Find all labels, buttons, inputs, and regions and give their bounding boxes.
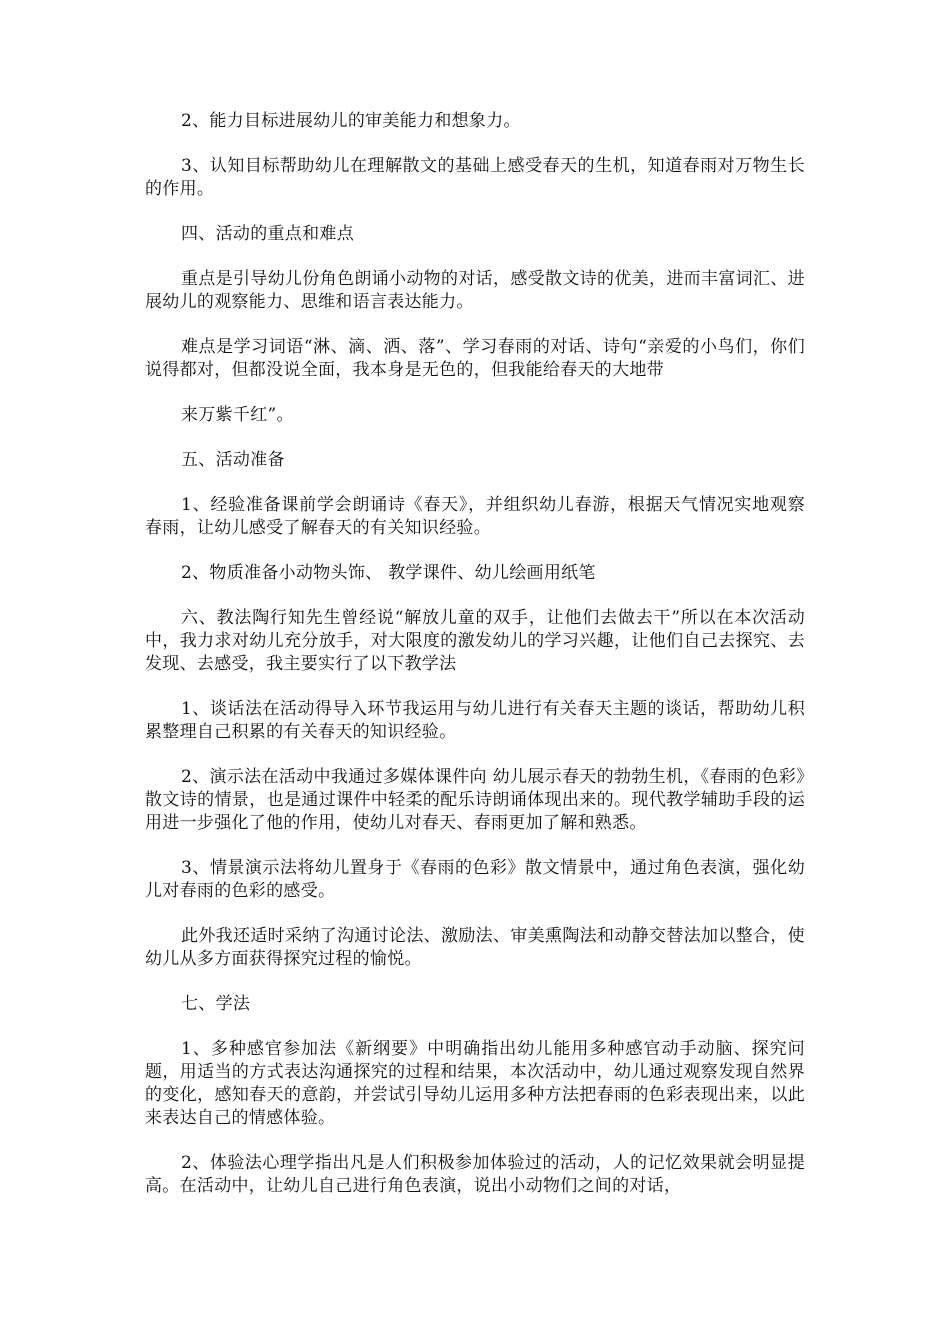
paragraph-conversation-method: 1、谈话法在活动得导入环节我运用与幼儿进行有关春天主题的谈话，帮助幼儿积累整理自己积累的有关春天的知识经验。 (145, 699, 805, 742)
paragraph-demonstration-method: 2、演示法在活动中我通过多媒体课件向 幼儿展示春天的勃勃生机，《春雨的色彩》散文诗的情景，也是通过课件中轻柔的配乐诗朗诵体现出来的。现代教学辅助手段的运用进一步强化了他的作用，使幼儿对春天、春雨更加了解和熟悉。 (145, 767, 805, 833)
document-body (145, 110, 805, 1220)
paragraph-cognitive-goal: 3、认知目标帮助幼儿在理解散文的基础上感受春天的生机，知道春雨对万物生长的作用。 (145, 156, 805, 199)
paragraph-difficulty-continued: 来万紫千红”。 (181, 405, 294, 425)
paragraph-ability-goal: 2、能力目标进展幼儿的审美能力和想象力。 (181, 111, 521, 131)
paragraph-additional-methods: 此外我还适时采纳了沟通讨论法、激励法、审美熏陶法和动静交替法加以整合，使幼儿从多方面获得探究过程的愉悦。 (145, 926, 805, 969)
paragraph-experience-method: 2、体验法心理学指出凡是人们积极参加体验过的活动，人的记忆效果就会明显提高。在活动中，让幼儿自己进行角色表演，说出小动物们之间的对话， (145, 1153, 805, 1196)
paragraph-teaching-methods: 六、教法陶行知先生曾经说“解放儿童的双手，让他们去做去干”所以在本次活动中，我力求对幼儿充分放手，对大限度的激发幼儿的学习兴趣，让他们自己去探究、去发现、去感受，我主要实行了以下教学法 (145, 608, 805, 674)
section-heading-preparation: 五、活动准备 (181, 450, 285, 470)
section-heading-learning-methods: 七、学法 (181, 994, 251, 1014)
paragraph-scenario-method: 3、情景演示法将幼儿置身于《春雨的色彩》散文情景中，通过角色表演，强化幼儿对春雨的色彩的感受。 (145, 858, 805, 901)
paragraph-key-point: 重点是引导幼儿份角色朗诵小动物的对话，感受散文诗的优美，进而丰富词汇、进展幼儿的观察能力、思维和语言表达能力。 (145, 269, 805, 312)
paragraph-difficulty: 难点是学习词语“淋、滴、洒、落”、学习春雨的对话、诗句“亲爱的小鸟们，你们说得都对，但都没说全面，我本身是无色的，但我能给春天的大地带 (145, 337, 805, 380)
paragraph-multisensory-method: 1、多种感官参加法《新纲要》中明确指出幼儿能用多种感官动手动脑、探究问题，用适当的方式表达沟通探究的过程和结果，本次活动中，幼儿通过观察发现自然界的变化，感知春天的意韵，并尝试引导幼儿运用多种方法把春雨的色彩表现出来，以此来表达自己的情感体验。 (145, 1039, 805, 1128)
paragraph-material-prep: 2、物质准备小动物头饰、 教学课件、幼儿绘画用纸笔 (181, 563, 596, 583)
paragraph-experience-prep: 1、经验准备课前学会朗诵诗《春天》，并组织幼儿春游，根据天气情况实地观察春雨，让幼儿感受了解春天的有关知识经验。 (145, 495, 805, 538)
section-heading-key-points: 四、活动的重点和难点 (181, 224, 354, 244)
